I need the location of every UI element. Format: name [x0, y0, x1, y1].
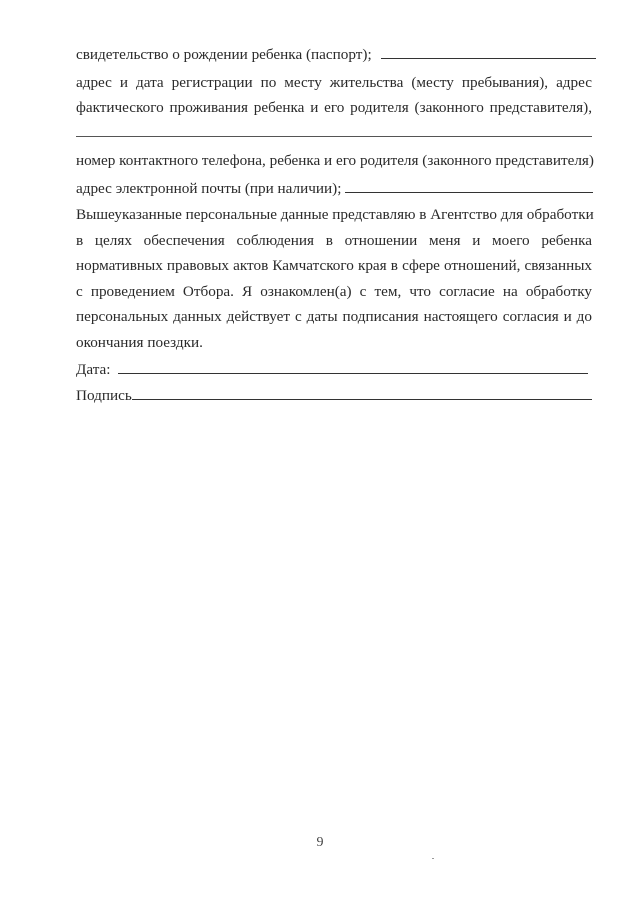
- consent-paragraph-line-3: нормативных правовых актов Камчатского края в сфере отношений, связанных: [76, 257, 592, 274]
- phone-line: номер контактного телефона, ребенка и его родителя (законного представителя): [76, 152, 594, 169]
- scan-speck: [432, 858, 434, 859]
- date-line: [76, 359, 592, 380]
- signature-label: Подпись: [76, 387, 132, 404]
- consent-paragraph-line-5: персональных данных действует с даты подписания настоящего согласия и до: [76, 308, 592, 325]
- email-field[interactable]: [345, 178, 593, 193]
- consent-paragraph-line-1: Вышеуказанные персональные данные представляю в Агентство для обработки: [76, 206, 594, 223]
- birth-certificate-line: [76, 44, 592, 65]
- consent-paragraph-line-2: в целях обеспечения соблюдения в отношении меня и моего ребенка: [76, 232, 592, 249]
- address-field[interactable]: [76, 136, 592, 137]
- birth-certificate-field[interactable]: [381, 44, 596, 59]
- signature-line: [76, 385, 592, 406]
- address-line-2: фактического проживания ребенка и его родителя (законного представителя),: [76, 99, 592, 116]
- signature-field[interactable]: [132, 385, 592, 400]
- consent-paragraph-line-4: с проведением Отбора. Я ознакомлен(а) с тем, что согласие на обработку: [76, 283, 592, 300]
- consent-paragraph-line-6: окончания поездки.: [76, 334, 203, 351]
- email-line: [76, 178, 592, 199]
- date-label: Дата:: [76, 361, 111, 378]
- address-line-1: адрес и дата регистрации по месту жительства (месту пребывания), адрес: [76, 74, 592, 91]
- page-number: 9: [316, 835, 324, 850]
- email-label: адрес электронной почты (при наличии);: [76, 180, 342, 197]
- birth-certificate-label: свидетельство о рождении ребенка (паспорт);: [76, 46, 372, 63]
- date-field[interactable]: [118, 359, 588, 374]
